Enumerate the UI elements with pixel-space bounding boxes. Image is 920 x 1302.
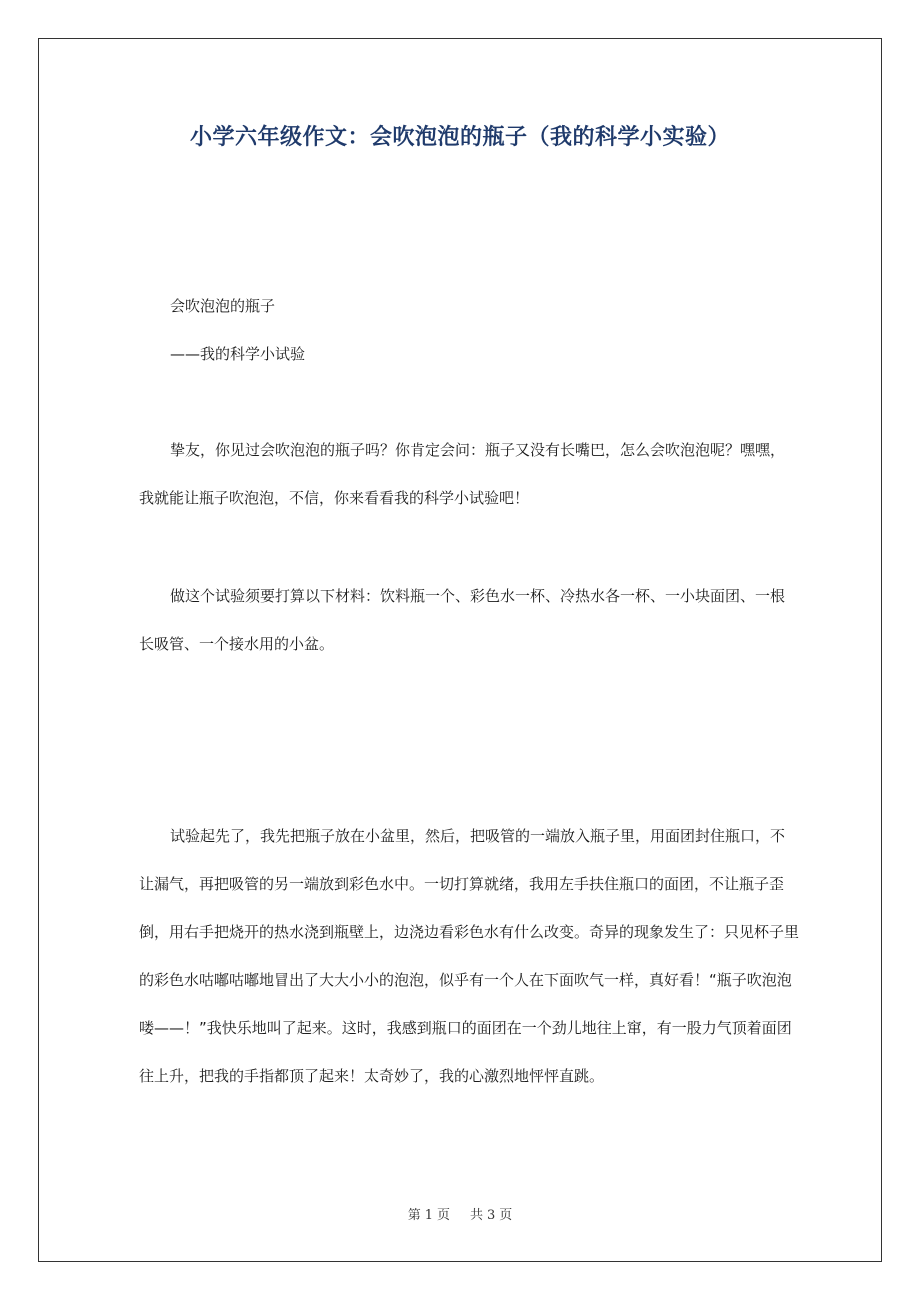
essay-byline: ——我的科学小试验: [170, 345, 306, 363]
paragraph-experiment: 试验起先了，我先把瓶子放在小盆里，然后，把吸管的一端放入瓶子里，用面团封住瓶口，不让漏气，再把吸管的另一端放到彩色水中。一切打算就绪，我用左手扶住瓶口的面团，不让瓶子歪倒，用右手把烧开的热水浇到瓶壁上，边浇边看彩色水有什么改变。奇异的现象发生了：只见杯子里的彩色水咕嘟咕嘟地冒出了大大小小的泡泡，似乎有一个人在下面吹气一样，真好看！“瓶子吹泡泡喽——！”我快乐地叫了起来。这时，我感到瓶口的面团在一个劲儿地往上窜，有一股力气顶着面团往上升，把我的手指都顶了起来！太奇妙了，我的心激烈地怦怦直跳。: [139, 827, 800, 1085]
paragraph-materials: 做这个试验须要打算以下材料：饮料瓶一个、彩色水一杯、冷热水各一杯、一小块面团、一根长吸管、一个接水用的小盆。: [139, 587, 786, 653]
page-footer: [0, 1204, 920, 1228]
paragraph-intro: 挚友，你见过会吹泡泡的瓶子吗？你肯定会问：瓶子又没有长嘴巴，怎么会吹泡泡呢？嘿嘿，我就能让瓶子吹泡泡，不信，你来看看我的科学小试验吧！: [139, 441, 786, 507]
total-label-suffix: 页: [499, 1208, 513, 1223]
essay-subtitle: 会吹泡泡的瓶子: [170, 297, 276, 315]
page-label-suffix: 页: [436, 1208, 450, 1223]
page-label-prefix: 第: [407, 1208, 421, 1223]
document-title: 小学六年级作文：会吹泡泡的瓶子（我的科学小实验）: [189, 125, 730, 150]
total-pages: 3: [487, 1208, 496, 1223]
page-number: 1: [424, 1208, 433, 1223]
total-label-prefix: 共: [470, 1208, 484, 1223]
